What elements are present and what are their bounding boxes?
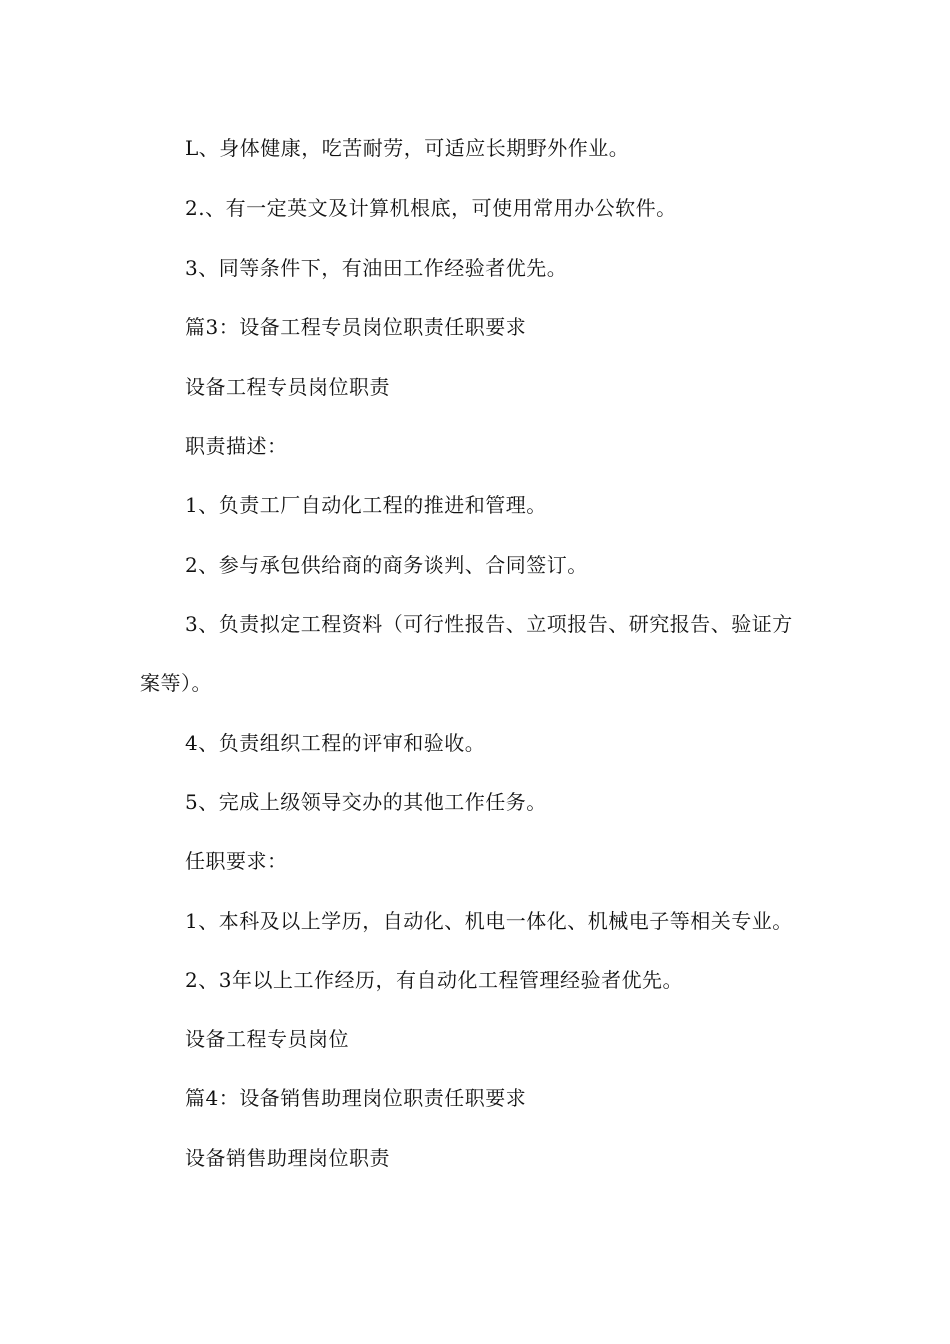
duty-item-2: 2、参与承包供给商的商务谈判、合同签订。 [185,553,588,577]
duty-item-4: 4、负责组织工程的评审和验收。 [185,731,486,755]
section-heading-3: 篇3：设备工程专员岗位职责任职要求 [185,315,527,339]
qualifications-heading: 任职要求： [185,849,288,873]
requirement-item-1: L、身体健康，吃苦耐劳，可适应长期野外作业。 [185,136,630,160]
sales-assistant-duties-title: 设备销售助理岗位职责 [185,1146,390,1170]
requirement-item-3: 3、同等条件下，有油田工作经验者优先。 [185,256,568,280]
duty-item-1: 1、负责工厂自动化工程的推进和管理。 [185,493,547,517]
duty-item-5: 5、完成上级领导交办的其他工作任务。 [185,790,547,814]
qualification-item-2: 2、3年以上工作经历，有自动化工程管理经验者优先。 [185,968,683,992]
duties-heading: 职责描述： [185,434,288,458]
job-title-duties: 设备工程专员岗位职责 [185,375,390,399]
requirement-item-2: 2.、有一定英文及计算机根底，可使用常用办公软件。 [185,196,677,220]
section-heading-4: 篇4：设备销售助理岗位职责任职要求 [185,1086,527,1110]
qualification-item-1: 1、本科及以上学历，自动化、机电一体化、机械电子等相关专业。 [185,909,793,933]
job-title: 设备工程专员岗位 [185,1027,349,1051]
duty-item-3: 3、负责拟定工程资料（可行性报告、立项报告、研究报告、验证方案等）。 [140,612,793,695]
